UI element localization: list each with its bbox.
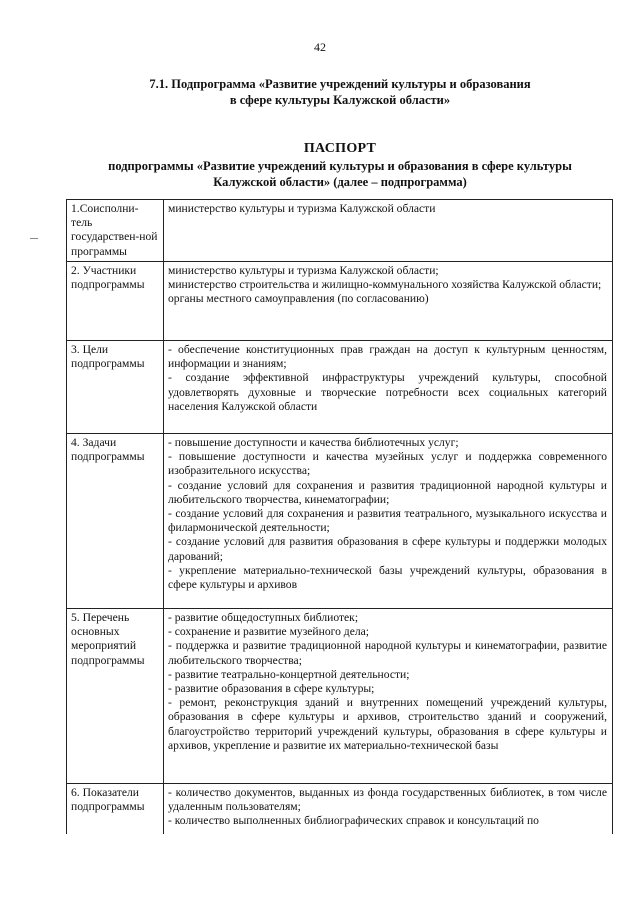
passport-subtitle <box>60 158 620 190</box>
row-content <box>164 609 613 784</box>
passport-subtitle-line: Калужской области» (далее – подпрограмма) <box>213 175 467 189</box>
margin-mark <box>30 238 38 239</box>
content-line: - ремонт, реконструкция зданий и внутренних помещений учреждений культуры, образования в сфере культуры и архивов, строительство зданий и сооружений, благоустройство территорий учреждений культуры, образования в сфере культуры и архивов, укрепление и развитие их материально-технической базы <box>168 696 607 752</box>
content-line: - развитие общедоступных библиотек; <box>168 611 359 624</box>
content-line: - создание условий для сохранения и развития традиционной народной культуры и любительского творчества, кинематографии; <box>168 478 607 506</box>
passport-table <box>66 199 613 834</box>
table-row <box>67 784 613 835</box>
table-row <box>67 200 613 262</box>
content-line: - повышение доступности и качества библиотечных услуг; <box>168 436 459 449</box>
row-label: 2. Участники подпрограммы <box>67 262 164 341</box>
subprogram-heading <box>60 76 620 108</box>
row-label: 1.Соисполни-тель государствен-ной программы <box>67 200 164 262</box>
row-label: 6. Показатели подпрограммы <box>67 784 164 835</box>
row-content <box>164 784 613 835</box>
content-line: - развитие образования в сфере культуры; <box>168 682 375 696</box>
row-label: 5. Перечень основных мероприятий подпрограммы <box>67 609 164 784</box>
table-row <box>67 434 613 609</box>
content-line: - развитие театрально-концертной деятельности; <box>168 667 410 681</box>
passport-title: ПАСПОРТ <box>303 141 377 156</box>
subprogram-heading-line: 7.1. Подпрограмма «Развитие учреждений культуры и образования <box>149 77 531 91</box>
row-content <box>164 341 613 434</box>
content-line: - создание эффективной инфраструктуры учреждений культуры, способной удовлетворять духовные и творческие потребности всех социальных категорий населения Калужской области <box>168 371 607 413</box>
content-line: - укрепление материально-технической базы учреждений культуры, образования в сфере культуры и архивов <box>168 563 607 592</box>
content-line: министерство культуры и туризма Калужской области <box>168 202 436 215</box>
content-line: - создание условий для сохранения и развития театрального, музыкального искусства и филармонической деятельности; <box>168 507 607 535</box>
content-line: - количество выполненных библиографических справок и консультаций по <box>168 814 539 828</box>
content-line: органы местного самоуправления (по согласованию) <box>168 292 429 306</box>
content-line: министерство строительства и жилищно-коммунального хозяйства Калужской области; <box>168 278 602 292</box>
content-line: - повышение доступности и качества музейных услуг и поддержка современного изобразительного искусства; <box>168 450 607 478</box>
page-number: 42 <box>314 40 326 54</box>
row-content <box>164 262 613 341</box>
content-line: - создание условий для развития образования в сфере культуры и поддержки молодых дарований; <box>168 535 607 563</box>
subprogram-heading-line: в сфере культуры Калужской области» <box>229 93 451 107</box>
content-line: - сохранение и развитие музейного дела; <box>168 625 369 639</box>
row-content <box>164 200 613 262</box>
row-label: 3. Цели подпрограммы <box>67 341 164 434</box>
row-label: 4. Задачи подпрограммы <box>67 434 164 609</box>
content-line: - количество документов, выданных из фонда государственных библиотек, в том числе удаленным пользователям; <box>168 786 607 814</box>
passport-subtitle-line: подпрограммы «Развитие учреждений культуры и образования в сфере культуры <box>108 159 572 173</box>
row-content <box>164 434 613 609</box>
table-row <box>67 341 613 434</box>
table-row <box>67 262 613 341</box>
content-line: министерство культуры и туризма Калужской области; <box>168 264 439 277</box>
content-line: - поддержка и развитие традиционной народной культуры и кинематографии, развитие любительского творчества; <box>168 639 607 667</box>
table-row <box>67 609 613 784</box>
content-line: - обеспечение конституционных прав граждан на доступ к культурным ценностям, информации и знаниям; <box>168 343 607 371</box>
